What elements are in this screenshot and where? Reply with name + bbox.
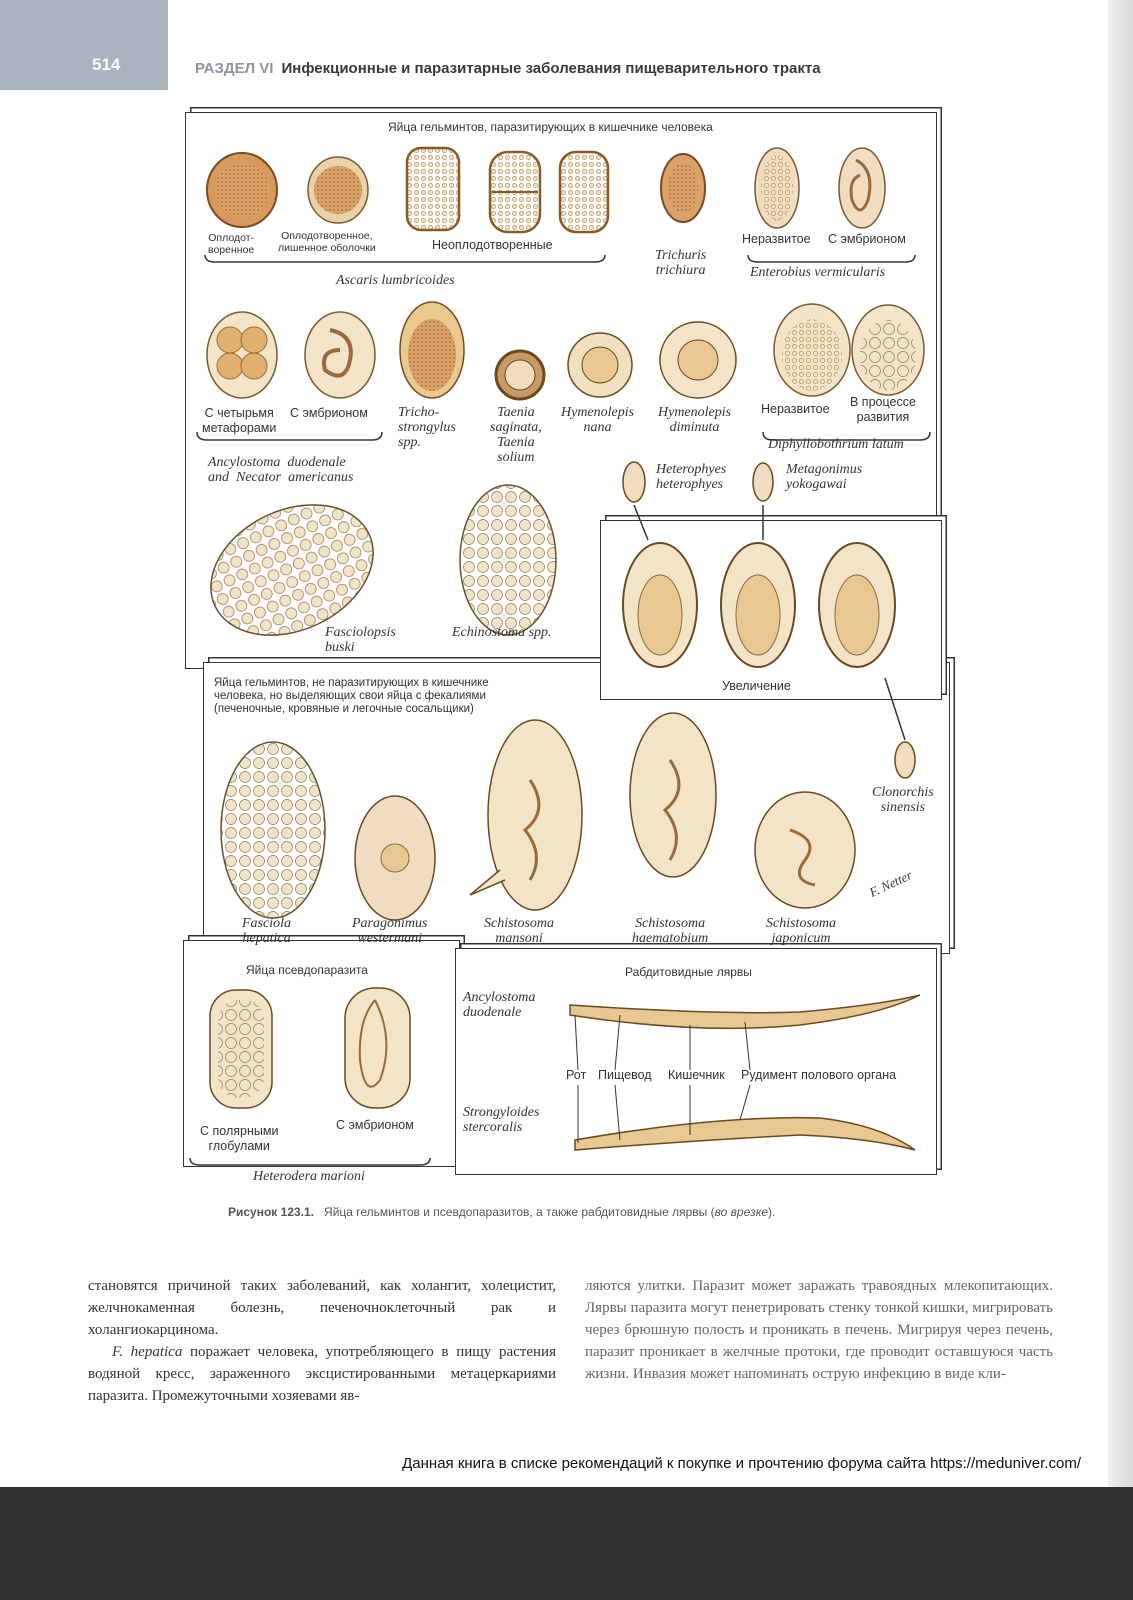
label-larva-esophagus: Пищевод (598, 1068, 652, 1082)
caption-italic: во врезке (714, 1205, 769, 1219)
egg-schistosoma-haematobium (630, 713, 716, 877)
egg-ancylostoma-4-blast (207, 312, 277, 398)
label-ascaris-species: Ascaris lumbricoides (336, 273, 455, 288)
egg-trichostrongylus (400, 302, 464, 398)
egg-enterobius-undeveloped (755, 148, 799, 228)
label-heterodera-polar: С полярными глобулами (200, 1124, 279, 1153)
label-schistosoma-japonicum: Schistosoma japonicum (766, 916, 836, 946)
label-diphyllobothrium-developing: В процессе развития (850, 395, 916, 424)
egg-taenia (496, 351, 544, 399)
bracket-ascaris (205, 255, 605, 262)
label-heterodera-embryo: С эмбрионом (336, 1118, 414, 1132)
larva-strongyloides (575, 1118, 915, 1150)
panel3-title: Яйца псевдопаразита (246, 963, 368, 977)
label-larva-mouth: Рот (566, 1068, 587, 1082)
label-enterobius-embryo: С эмбрионом (828, 232, 906, 246)
label-clonorchis: Clonorchis sinensis (872, 785, 934, 815)
egg-heterodera-polar (210, 990, 272, 1108)
bottom-dark-bar (0, 1487, 1133, 1600)
egg-diphyllobothrium-undeveloped (774, 304, 850, 396)
egg-diphyllobothrium-developing (852, 305, 924, 395)
paragraph-2-text: поражает человека, употребляющего в пищу растения водяной кресс, зараженного эксцистированными метацеркариями паразита. Промежуточными хозяевами яв- (88, 1344, 556, 1404)
egg-clonorchis-small (895, 742, 915, 778)
label-ancylostoma-4blast: С четырьмя метафорами (202, 406, 277, 435)
label-heterodera-species: Heterodera marioni (253, 1169, 365, 1184)
egg-trichuris (661, 154, 705, 222)
label-trichostrongylus: Tricho- strongylus spp. (398, 405, 456, 450)
label-schistosoma-mansoni: Schistosoma mansoni (484, 916, 554, 946)
egg-schistosoma-japonicum (755, 792, 855, 908)
egg-ascaris-unfertilized-3 (560, 152, 608, 232)
label-fasciolopsis: Fasciolopsis buski (325, 625, 396, 655)
egg-fasciola (221, 742, 325, 918)
egg-metagonimus-magnified (721, 543, 795, 667)
label-magnification: Увеличение (722, 679, 791, 693)
section-title: Инфекционные и паразитарные заболевания пищеварительного тракта (281, 60, 821, 77)
label-diphyllobothrium-undeveloped: Неразвитое (761, 402, 830, 416)
egg-ascaris-decorticated (308, 157, 368, 223)
label-hymenolepis-nana: Hymenolepis nana (561, 405, 635, 435)
section-label: РАЗДЕЛ VI (195, 60, 274, 77)
label-larva-strongyloides: Strongyloides stercoralis (463, 1105, 540, 1135)
label-larva-intestine: Кишечник (668, 1068, 725, 1082)
label-metagonimus: Metagonimus yokogawai (786, 462, 863, 492)
label-fasciola: Fasciola hepatica (242, 916, 291, 946)
page-number: 514 (92, 55, 121, 74)
egg-hymenolepis-nana (568, 333, 632, 397)
caption-label: Рисунок 123.1. (228, 1205, 315, 1219)
caption-text: Яйца гельминтов и псевдопаразитов, а также рабдитовидные лярвы ( (324, 1205, 715, 1219)
egg-enterobius-embryo (839, 148, 885, 228)
paragraph-2-species: F. hepatica (112, 1344, 183, 1360)
label-hymenolepis-diminuta: Hymenolepis diminuta (658, 405, 732, 435)
egg-ancylostoma-embryo (305, 312, 375, 398)
panel2-title: Яйца гельминтов, не паразитирующих в кишечнике человека, но выделяющих свои яйца с фекалиями (печеночные, кровяные и легочные сосальщики) (214, 677, 489, 715)
paragraph-3: ляются улитки. Паразит может заражать травоядных млекопитающих. Лярвы паразита могут пенетрировать стенку тонкой кишки, мигрировать через брюшную полость и проникать в печень. Мигрируя через печень, паразит проникает в желчные протоки, где проводит оставшуюся часть жизни. Инвазия может напоминать острую инфекцию в виде кли- (585, 1278, 1053, 1382)
body-column-right (585, 1275, 1053, 1385)
bracket-heterodera (190, 1158, 430, 1165)
egg-paragonimus (355, 796, 435, 920)
egg-schistosoma-mansoni (470, 720, 582, 910)
label-echinostoma: Echinostoma spp. (452, 625, 552, 640)
arrow-heterophyes (634, 505, 648, 540)
label-ancylostoma-embryo: С эмбрионом (290, 406, 368, 420)
label-ascaris-unfertilized: Неоплодотворенные (432, 238, 553, 252)
egg-ascaris-unfertilized-1 (407, 148, 459, 230)
paragraph-1: становятся причиной таких заболеваний, как холангит, холецистит, желчнокаменная болезнь, печеночноклеточный рак и холангиокарцинома. (88, 1278, 556, 1338)
egg-heterophyes-magnified (623, 543, 697, 667)
label-paragonimus: Paragonimus westermani (352, 916, 428, 946)
label-diphyllobothrium-species: Diphyllobothrium latum (768, 437, 904, 452)
arrow-clonorchis (885, 678, 905, 740)
label-ancylostoma-species: Ancylostoma duodenale and Necator americanus (208, 455, 354, 485)
label-ascaris-decorticated: Оплодотворенное, лишенное оболочки (278, 230, 376, 254)
figure-caption (228, 1205, 775, 1219)
bracket-enterobius (748, 255, 915, 262)
panel4-title: Рабдитовидные лярвы (625, 965, 752, 979)
egg-heterodera-embryo (345, 988, 410, 1108)
label-heterophyes: Heterophyes heterophyes (656, 462, 727, 492)
paragraph-2 (88, 1341, 556, 1407)
label-schistosoma-haematobium: Schistosoma haematobium (632, 916, 709, 946)
egg-ascaris-unfertilized-2 (490, 152, 540, 232)
label-larva-genital: Рудимент полового органа (741, 1068, 897, 1082)
egg-clonorchis-magnified (819, 543, 895, 667)
footer-note: Данная книга в списке рекомендаций к покупке и прочтению форума сайта https://meduniver.com/ (402, 1455, 1081, 1472)
label-ascaris-fertilized: Оплодот- воренное (208, 232, 255, 256)
label-taenia: Taenia saginata, Taenia solium (490, 405, 542, 465)
label-enterobius-species: Enterobius vermicularis (750, 265, 886, 280)
body-column-left (88, 1275, 556, 1407)
egg-metagonimus-small (753, 463, 773, 501)
egg-hymenolepis-diminuta (660, 322, 736, 398)
panel1-title: Яйца гельминтов, паразитирующих в кишечнике человека (388, 120, 713, 134)
label-larva-ancylostoma: Ancylostoma duodenale (463, 990, 536, 1020)
egg-ascaris-fertilized (207, 153, 277, 227)
egg-echinostoma (460, 485, 556, 635)
egg-heterophyes-small (623, 462, 645, 502)
caption-end: ). (768, 1205, 776, 1219)
netter-signature: F. Netter (866, 867, 915, 900)
label-trichuris: Trichuris trichiura (655, 248, 707, 278)
label-enterobius-undeveloped: Неразвитое (742, 232, 811, 246)
